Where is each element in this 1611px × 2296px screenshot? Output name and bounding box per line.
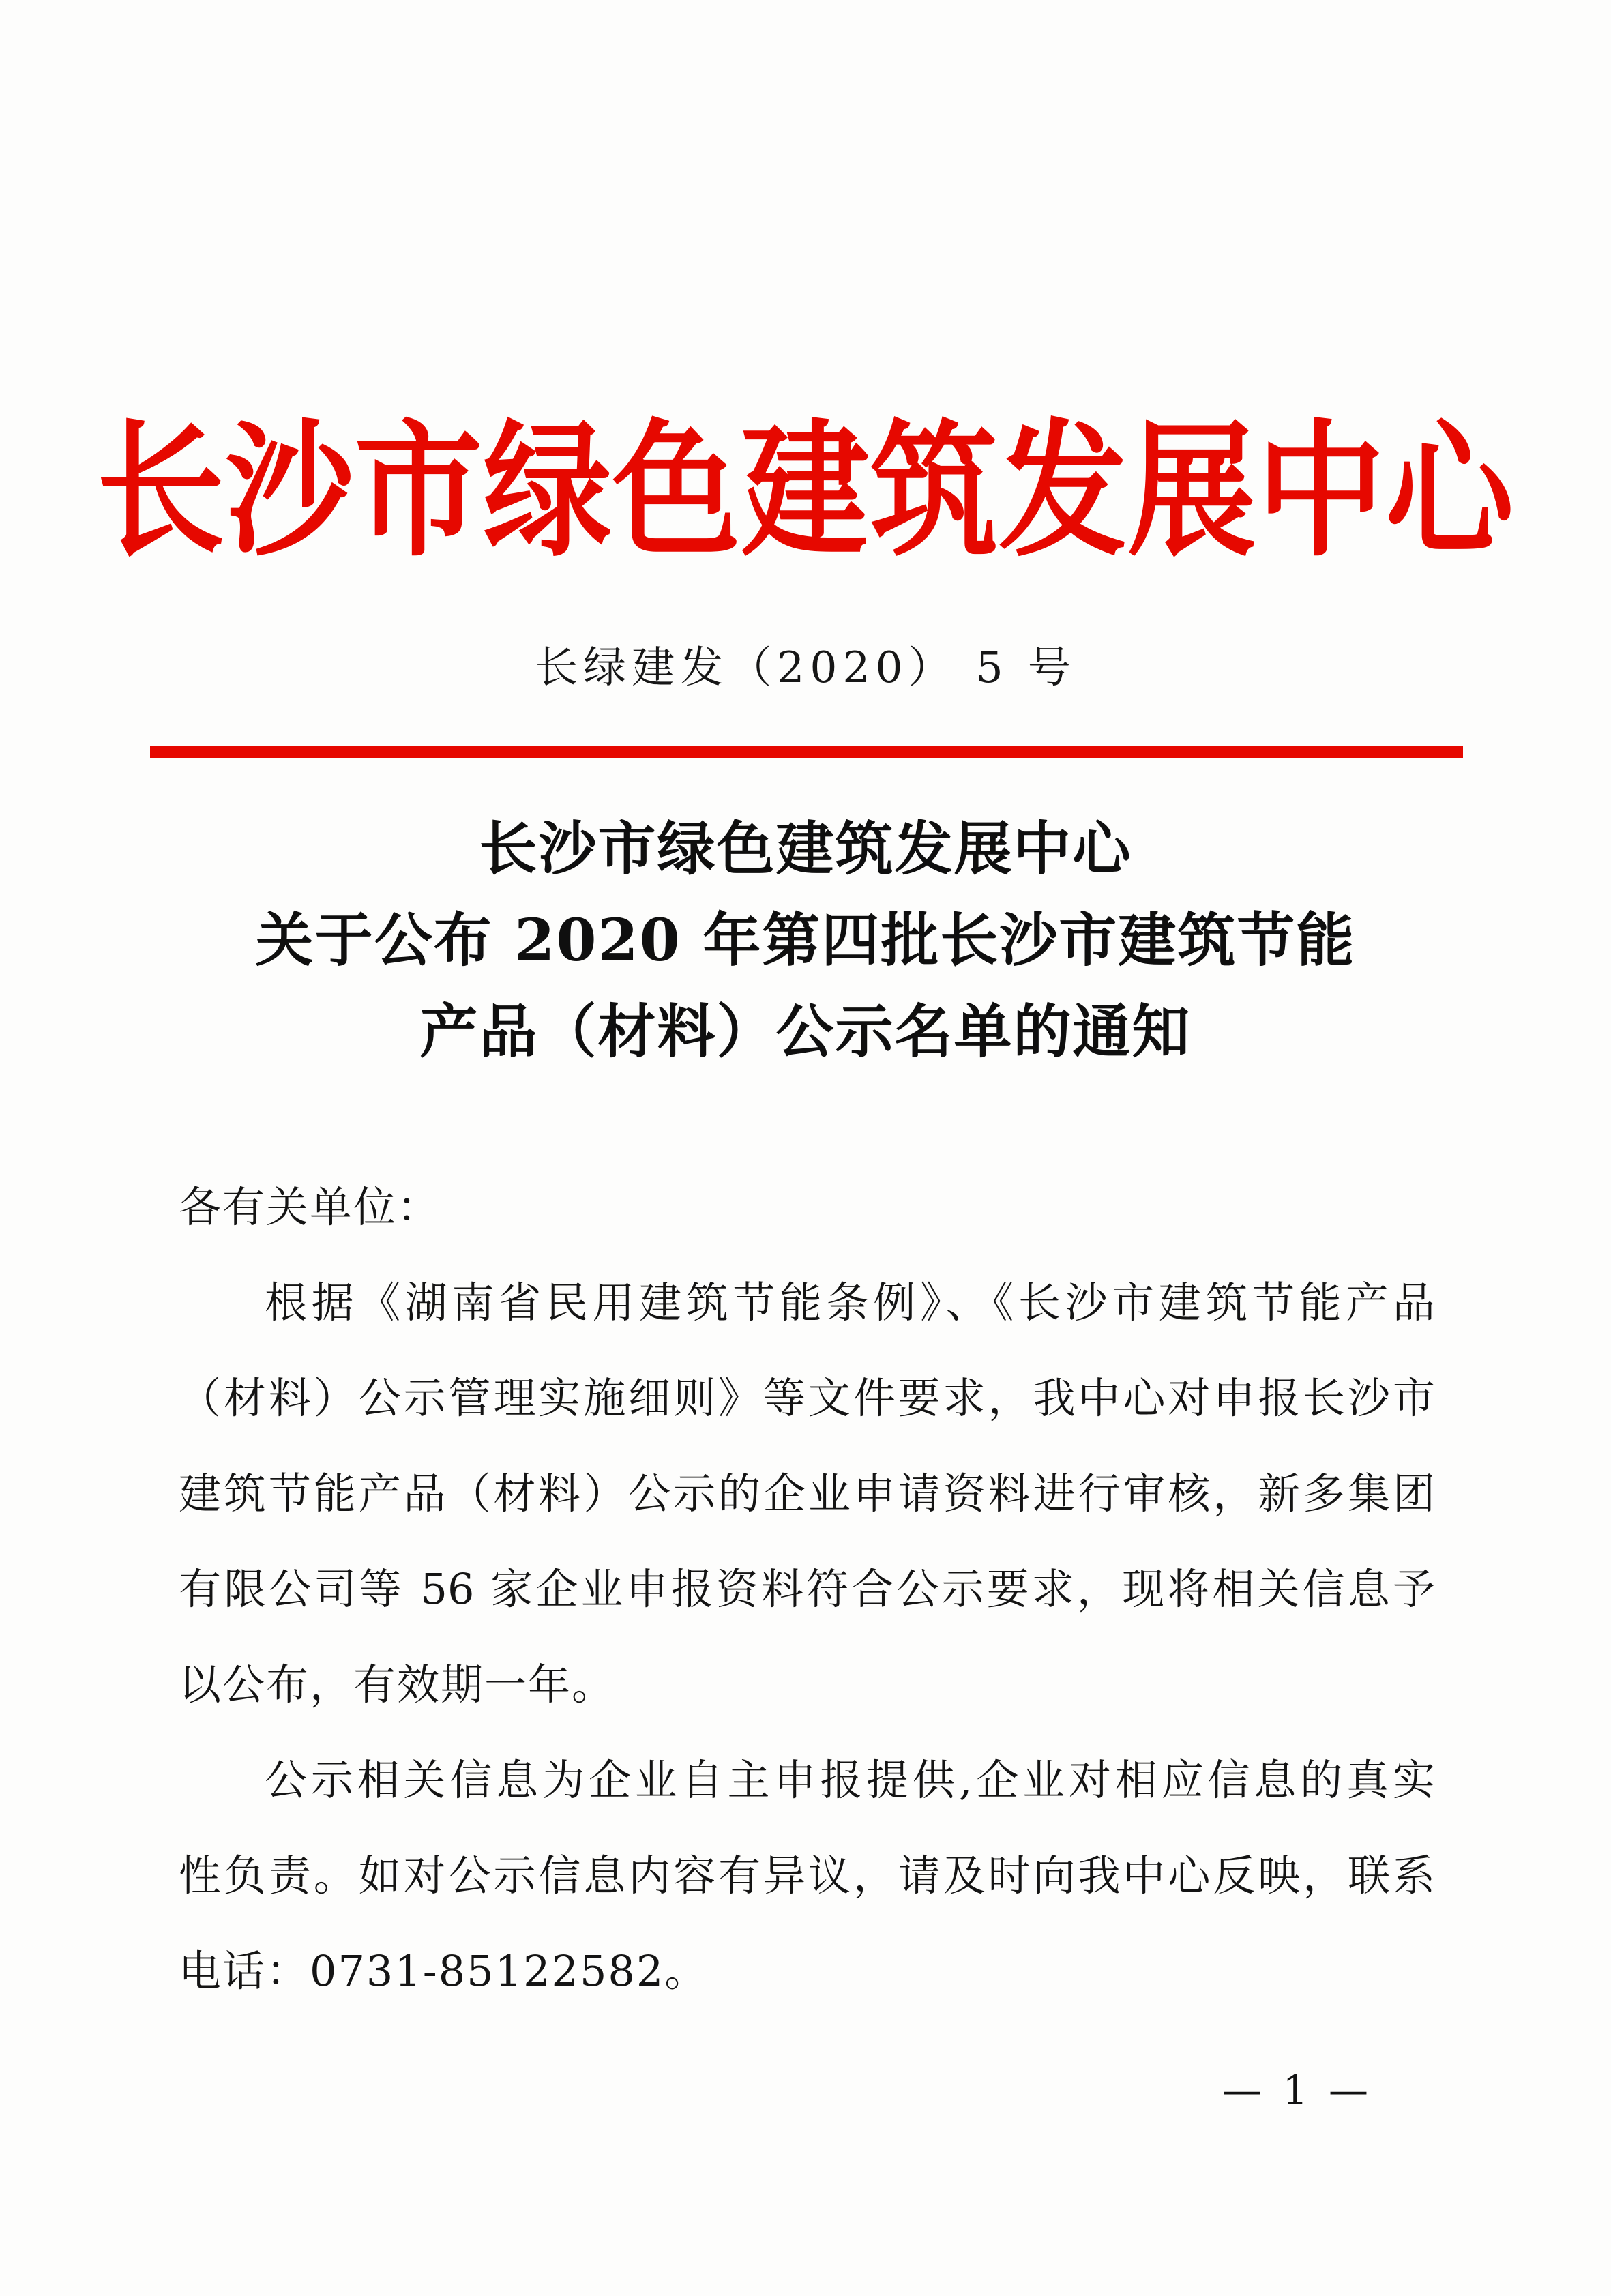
page-number: — 1 —: [1222, 2067, 1372, 2113]
paragraph2-line-1: 公示相关信息为企业自主申报提供,企业对相应信息的真实: [265, 1755, 1435, 1805]
paragraph1-line-5: 以公布，有效期一年。: [179, 1660, 616, 1709]
salutation: 各有关单位：: [179, 1182, 441, 1232]
notice-body: [179, 1160, 1435, 2019]
notice-title-line-2: 关于公布 2020 年第四批长沙市建筑节能: [255, 907, 1356, 975]
paragraph1-line-1: 根据《湖南省民用建筑节能条例》、《长沙市建筑节能产品: [265, 1278, 1435, 1327]
paragraph1-line-4: 有限公司等 56 家企业申报资料符合公示要求，现将相关信息予: [179, 1564, 1435, 1614]
paragraph1-line-3: 建筑节能产品（材料）公示的企业申请资料进行审核，新多集团: [179, 1469, 1435, 1518]
paragraph2-line-3: 电话：0731-85122582。: [179, 1946, 709, 1996]
notice-title-line-3: 产品（材料）公示名单的通知: [419, 998, 1192, 1066]
notice-title-line-1: 长沙市绿色建筑发展中心: [479, 815, 1132, 883]
red-divider-rule: [150, 746, 1463, 758]
paragraph1-line-2: （材料）公示管理实施细则》等文件要求，我中心对申报长沙市: [179, 1373, 1435, 1423]
document-number: 长绿建发（2020） 5 号: [535, 643, 1076, 692]
notice-title: [0, 804, 1611, 1078]
paragraph2-line-2: 性负责。如对公示信息内容有异议，请及时向我中心反映，联系: [179, 1851, 1435, 1900]
letterhead-org-name: 长沙市绿色建筑发展中心: [96, 404, 1515, 577]
